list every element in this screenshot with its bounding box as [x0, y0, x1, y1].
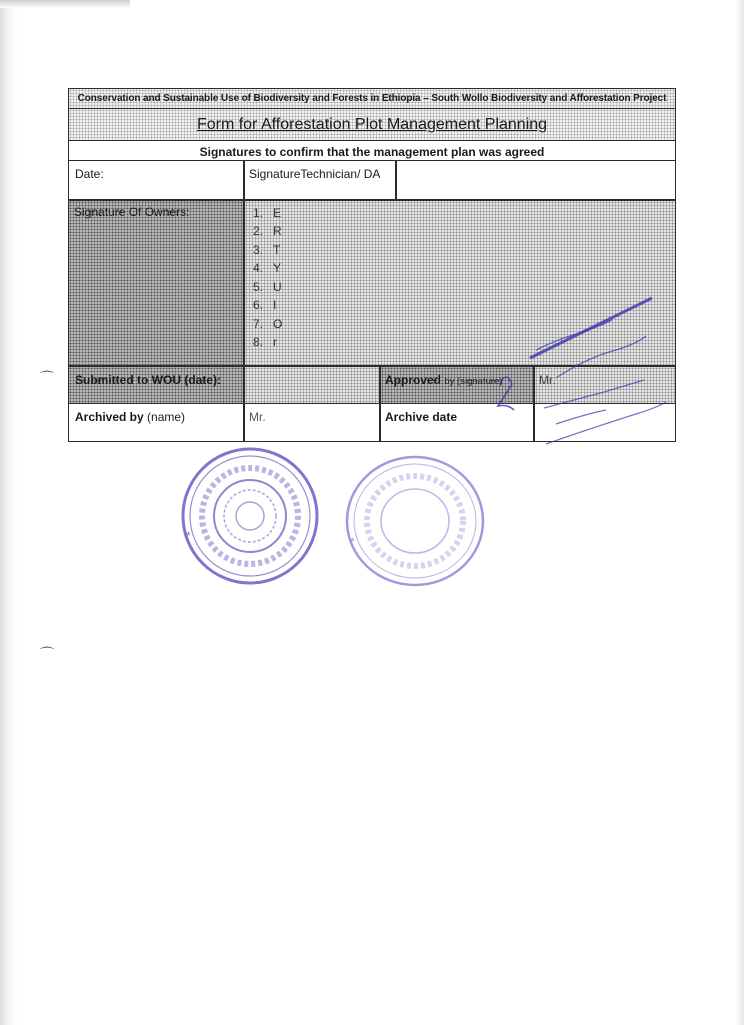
submitted-label: Submitted to WOU (date):	[75, 372, 221, 387]
archived-by-field[interactable]	[245, 404, 379, 441]
form-title	[69, 109, 675, 141]
signature-technician-field[interactable]	[245, 161, 395, 199]
archive-date-label: Archive date	[385, 410, 458, 424]
owner-item: 7. O	[253, 316, 283, 331]
signature-technician-label: SignatureTechnician/ DA	[249, 167, 381, 181]
owner-item: 6. I	[253, 298, 277, 312]
archived-label-cell	[69, 404, 243, 441]
submitted-date-field[interactable]	[245, 367, 379, 403]
owner-item: 1. E	[253, 205, 282, 220]
archived-sub: (name)	[147, 410, 186, 424]
signature-owners-label: Signature Of Owners:	[74, 204, 190, 219]
archived-label: Archived by	[75, 410, 144, 424]
owner-item: 3. T	[253, 242, 281, 257]
owner-item: 4. Y	[253, 261, 282, 275]
official-stamp-left	[180, 446, 320, 586]
signatures-heading: Signatures to confirm that the management plan was agreed	[69, 141, 675, 161]
date-field[interactable]	[69, 161, 243, 199]
svg-text:*: *	[350, 535, 355, 549]
handwritten-signature-marks	[486, 288, 686, 458]
project-title: Conservation and Sustainable Use of Biodiversity and Forests in Ethiopia – South Wollo Biodiversity and Afforestation Project	[69, 89, 675, 109]
owner-item: 5. U	[253, 279, 282, 294]
punch-hole-mark: ⌒	[40, 370, 54, 386]
signature-technician-value[interactable]	[397, 161, 675, 199]
owner-item: 8. r	[253, 335, 277, 349]
approved-sub: by (signature)	[444, 375, 503, 387]
archived-value: Mr.	[249, 410, 266, 424]
page-edge-shadow	[0, 0, 130, 8]
signature-owners-label-cell	[69, 201, 243, 366]
punch-hole-mark: ⌒	[40, 646, 54, 662]
approved-label: Approved	[385, 372, 442, 387]
owner-item: 2. R	[253, 224, 282, 238]
svg-text:*: *	[186, 529, 191, 543]
official-stamp-right	[344, 454, 486, 588]
approved-value: Mr.	[539, 372, 556, 387]
form-title-text: Form for Afforestation Plot Management Planning	[196, 116, 548, 133]
submitted-label-cell	[69, 367, 243, 403]
date-label: Date:	[75, 167, 104, 181]
